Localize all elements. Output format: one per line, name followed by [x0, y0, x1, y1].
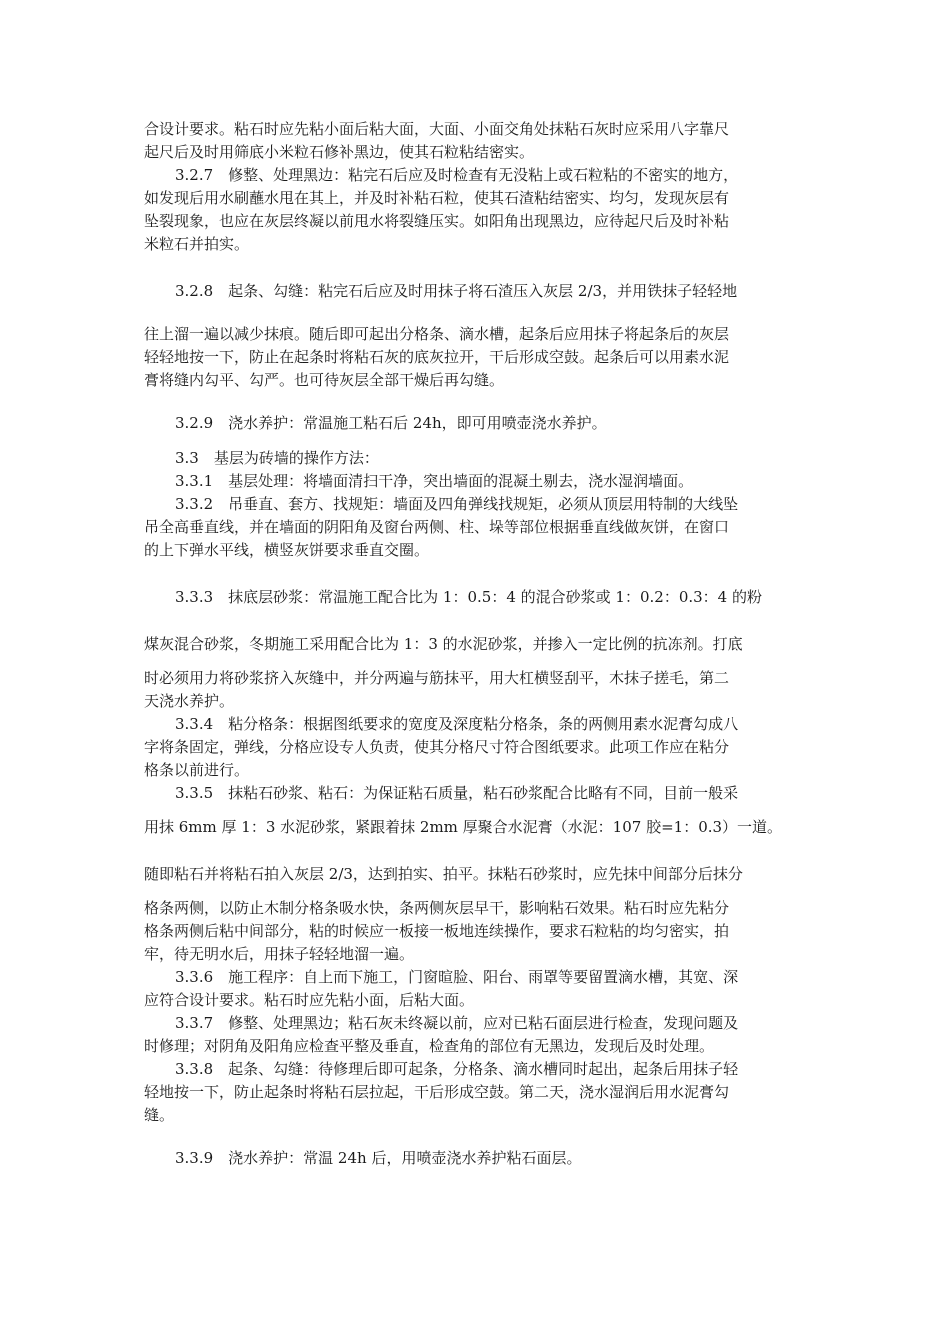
paragraph-line: 随即粘石并将粘石拍入灰层 2/3，达到拍实、拍平。抹粘石砂浆时，应先抹中间部分后抹分: [144, 865, 743, 883]
paragraph-line: 3.3.4 粘分格条：根据图纸要求的宽度及深度粘分格条，条的两侧用素水泥膏勾成八: [175, 715, 739, 733]
paragraph-line: 牢，待无明水后，用抹子轻轻地溜一遍。: [144, 945, 415, 963]
paragraph-line: 时修理；对阴角及阳角应检查平整及垂直，检查角的部位有无黑边，发现后及时处理。: [144, 1037, 715, 1055]
paragraph-line: 3.3.3 抹底层砂浆：常温施工配合比为 1：0.5：4 的混合砂浆或 1：0.2：0.3：4 的粉: [175, 588, 762, 606]
paragraph-line: 用抹 6mm 厚 1：3 水泥砂浆，紧跟着抹 2mm 厚聚合水泥膏（水泥：107 胶=1：0.3）一道。: [144, 818, 783, 836]
paragraph-line: 吊全高垂直线，并在墙面的阴阳角及窗台两侧、柱、垛等部位根据垂直线做灰饼，在窗口: [144, 518, 730, 536]
paragraph-line: 3.2.9 浇水养护：常温施工粘石后 24h，即可用喷壶浇水养护。: [175, 414, 607, 432]
paragraph-line: 煤灰混合砂浆，冬期施工采用配合比为 1：3 的水泥砂浆，并掺入一定比例的抗冻剂。打底: [144, 635, 743, 653]
paragraph-line: 膏将缝内勾平、勾严。也可待灰层全部干燥后再勾缝。: [144, 371, 505, 389]
paragraph-line: 缝。: [144, 1106, 175, 1124]
paragraph-line: 3.3.8 起条、勾缝：待修理后即可起条，分格条、滴水槽同时起出，起条后用抹子轻: [175, 1060, 739, 1078]
paragraph-line: 3.2.8 起条、勾缝：粘完石后应及时用抹子将石渣压入灰层 2/3，并用铁抹子轻轻地: [175, 282, 738, 300]
paragraph-line: 起尺后及时用筛底小米粒石修补黑边，使其石粒粘结密实。: [144, 143, 535, 161]
paragraph-line: 时必须用力将砂浆挤入灰缝中，并分两遍与筋抹平，用大杠横竖刮平，木抹子搓毛，第二: [144, 669, 730, 687]
paragraph-line: 3.3.5 抹粘石砂浆、粘石：为保证粘石质量，粘石砂浆配合比略有不同，目前一般采: [175, 784, 739, 802]
paragraph-line: 合设计要求。粘石时应先粘小面后粘大面，大面、小面交角处抹粘石灰时应采用八字靠尺: [144, 120, 730, 138]
paragraph-line: 轻地按一下，防止起条时将粘石层拉起，干后形成空鼓。第二天，浇水湿润后用水泥膏勾: [144, 1083, 730, 1101]
paragraph-line: 往上溜一遍以减少抹痕。随后即可起出分格条、滴水槽，起条后应用抹子将起条后的灰层: [144, 325, 730, 343]
paragraph-line: 3.2.7 修整、处理黑边：粘完石后应及时检查有无没粘上或石粒粘的不密实的地方，: [175, 166, 739, 184]
paragraph-line: 3.3.9 浇水养护：常温 24h 后，用喷壶浇水养护粘石面层。: [175, 1149, 582, 1167]
paragraph-line: 字将条固定，弹线，分格应设专人负责，使其分格尺寸符合图纸要求。此项工作应在粘分: [144, 738, 730, 756]
paragraph-line: 的上下弹水平线，横竖灰饼要求垂直交圈。: [144, 541, 430, 559]
paragraph-line: 格条两侧，以防止木制分格条吸水快，条两侧灰层早干，影响粘石效果。粘石时应先粘分: [144, 899, 730, 917]
paragraph-line: 米粒石并拍实。: [144, 235, 250, 253]
paragraph-line: 坠裂现象，也应在灰层终凝以前甩水将裂缝压实。如阳角出现黑边，应待起尺后及时补粘: [144, 212, 730, 230]
paragraph-line: 3.3.6 施工程序：自上而下施工，门窗暄脸、阳台、雨罩等要留置滴水槽，其宽、深: [175, 968, 739, 986]
paragraph-line: 3.3.1 基层处理：将墙面清扫干净，突出墙面的混凝土剔去，浇水湿润墙面。: [175, 472, 694, 490]
section-heading: 3.3 基层为砖墙的操作方法：: [175, 449, 379, 467]
paragraph-line: 应符合设计要求。粘石时应先粘小面，后粘大面。: [144, 991, 475, 1009]
paragraph-line: 格条以前进行。: [144, 761, 250, 779]
document-body: [144, 118, 810, 1170]
paragraph-line: 如发现后用水刷蘸水甩在其上，并及时补粘石粒，使其石渣粘结密实、均匀，发现灰层有: [144, 189, 730, 207]
paragraph-line: 3.3.2 吊垂直、套方、找规矩：墙面及四角弹线找规矩，必须从顶层用特制的大线坠: [175, 495, 739, 513]
paragraph-line: 3.3.7 修整、处理黑边；粘石灰未终凝以前，应对已粘石面层进行检查，发现问题及: [175, 1014, 739, 1032]
paragraph-line: 天浇水养护。: [144, 692, 235, 710]
paragraph-line: 轻轻地按一下，防止在起条时将粘石灰的底灰拉开，干后形成空鼓。起条后可以用素水泥: [144, 348, 730, 366]
paragraph-line: 格条两侧后粘中间部分，粘的时候应一板接一板地连续操作，要求石粒粘的均匀密实，拍: [144, 922, 730, 940]
